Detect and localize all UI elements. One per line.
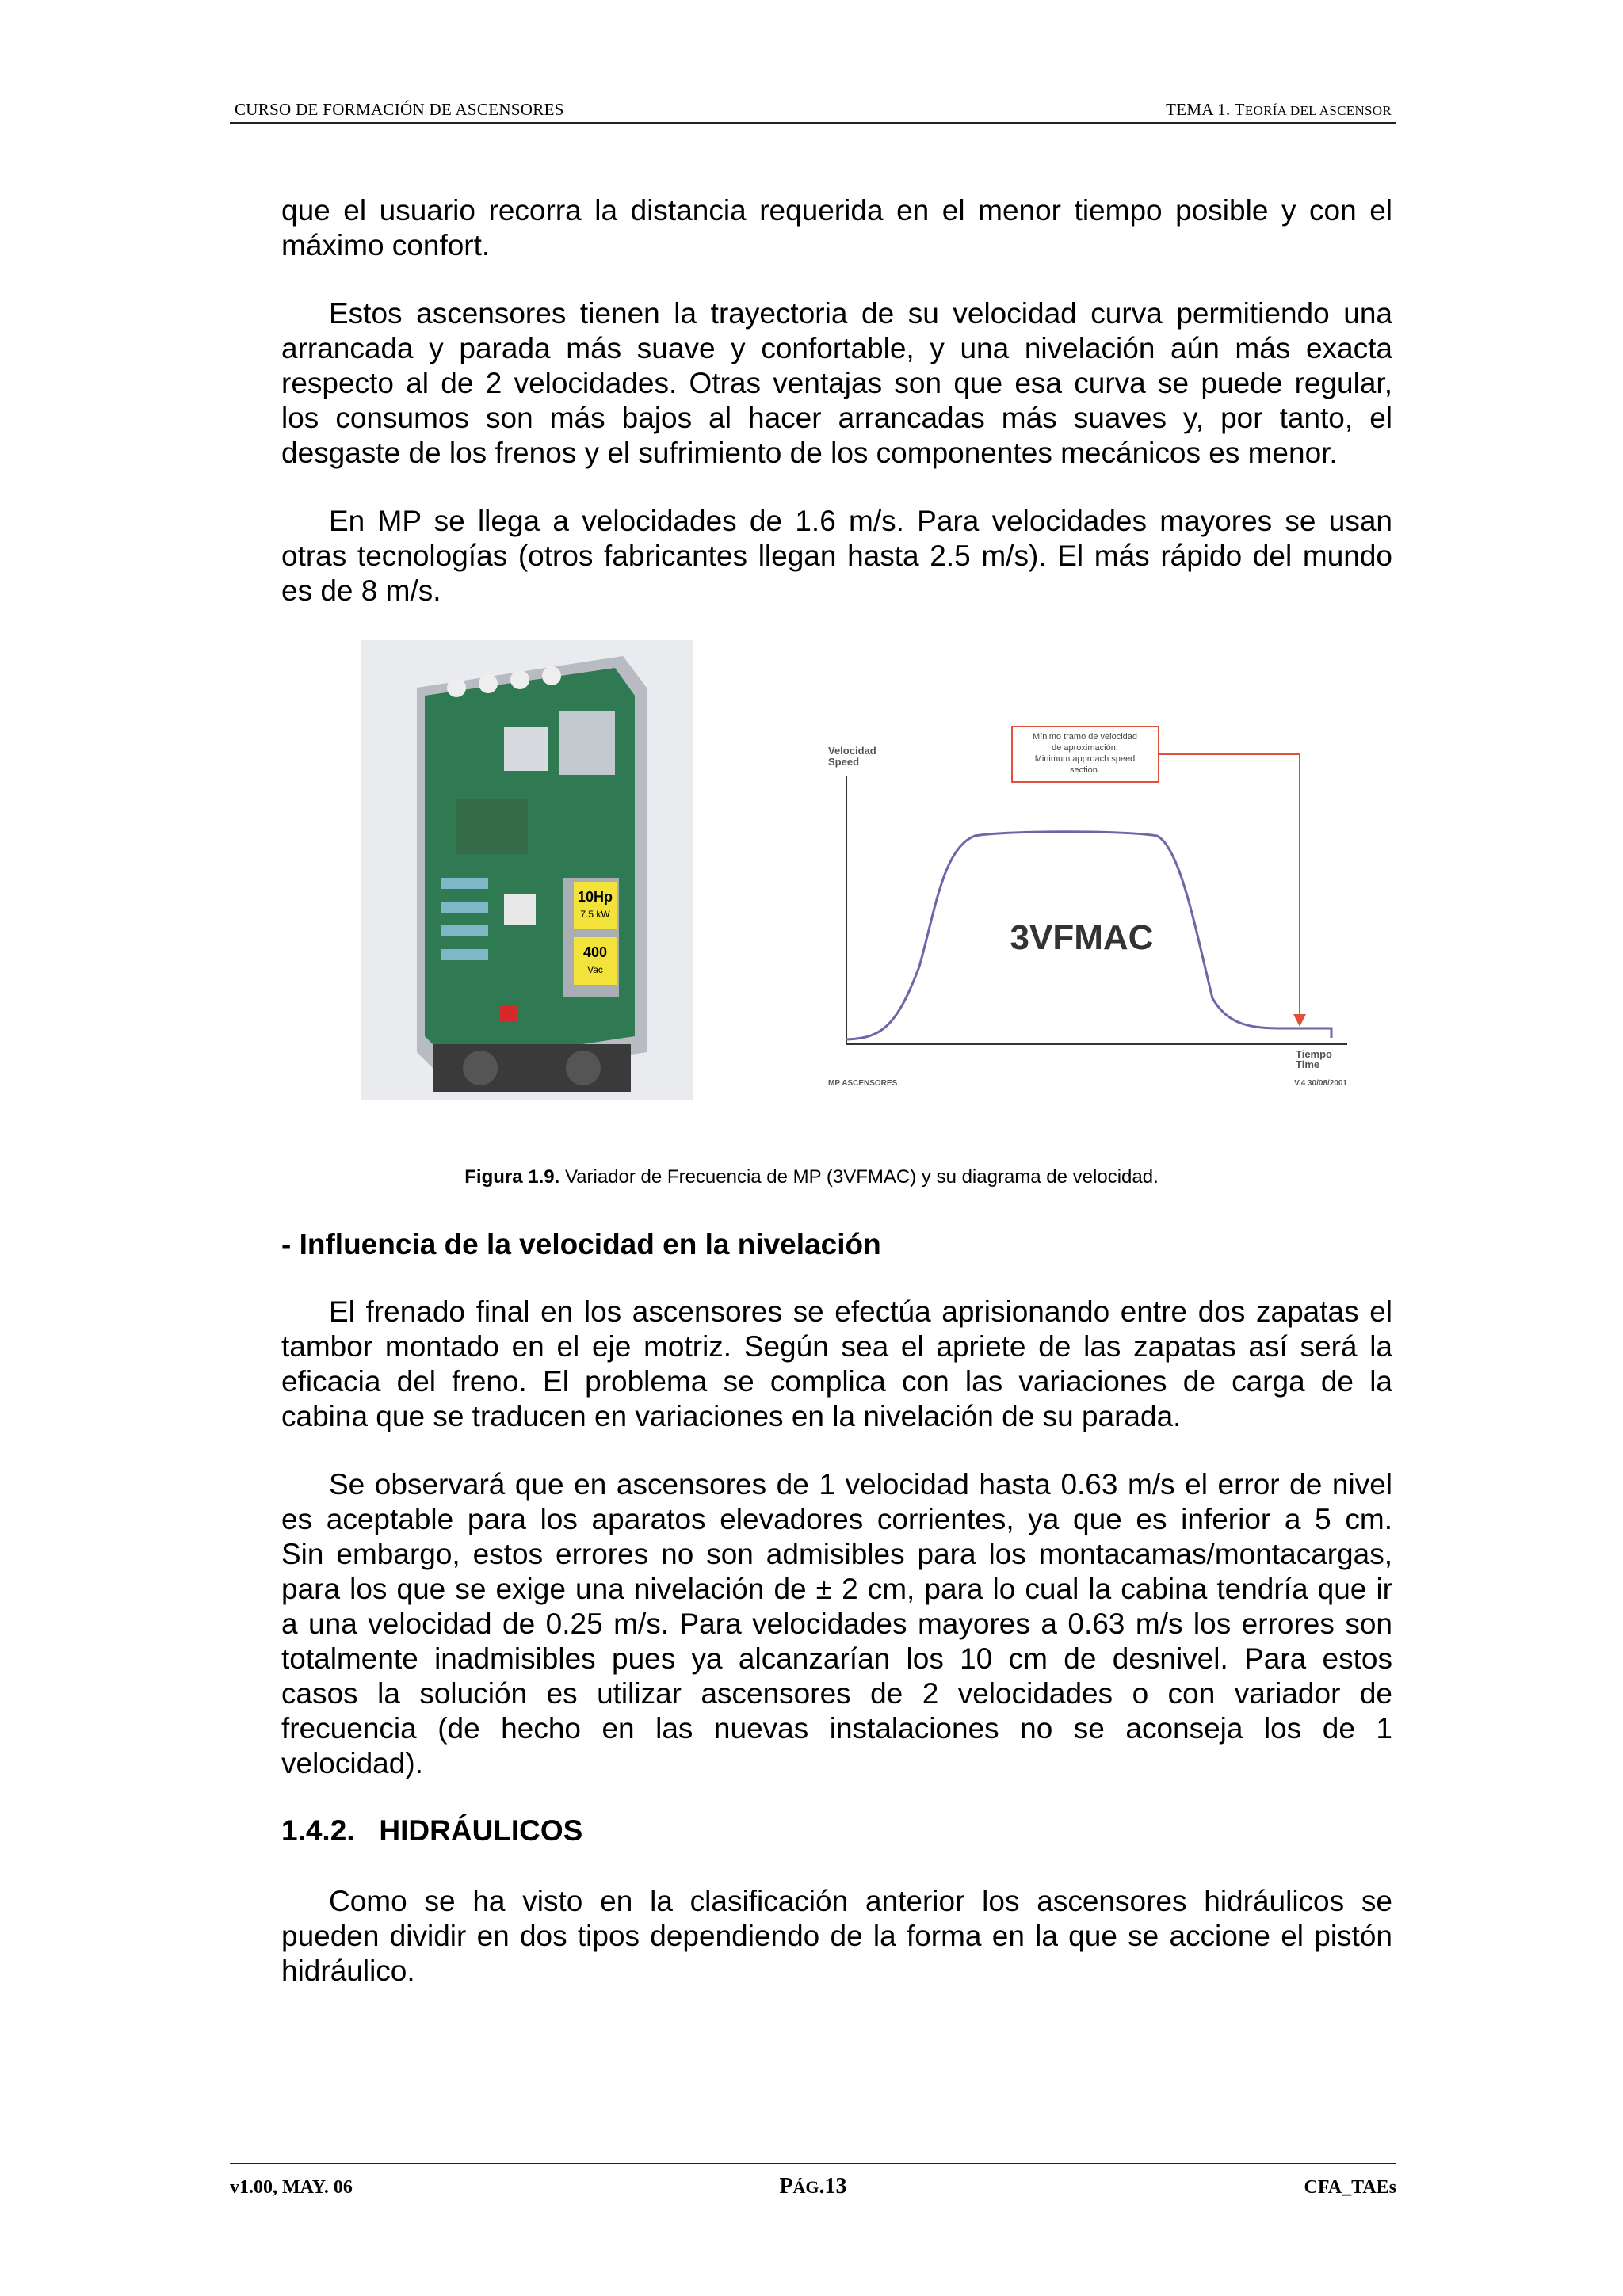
arrow-line xyxy=(1159,754,1300,1018)
header-rule xyxy=(230,122,1396,124)
text-line: Se observará que en ascensores de 1 velocidad hasta 0.63 m/s el error de nivel xyxy=(329,1468,1392,1501)
y-axis-label-en: Speed xyxy=(828,756,860,768)
frequency-drive-photo xyxy=(361,640,693,1100)
text-line: En MP se llega a velocidades de 1.6 m/s. Para velocidades mayores se usan xyxy=(329,505,1392,537)
paragraph-6 xyxy=(281,1884,1392,1989)
page-prefix: P xyxy=(779,2174,793,2199)
text-line: casos la solución es utilizar ascensores de 2 velocidades o con variador de xyxy=(281,1677,1392,1710)
text-line: máximo confort. xyxy=(281,229,491,261)
box-text-line: Mínimo tramo de velocidad xyxy=(1032,732,1138,742)
section-heading-influencia: - Influencia de la velocidad en la nivelación xyxy=(281,1228,881,1261)
caption-text: Variador de Frecuencia de MP (3VFMAC) y su diagrama de velocidad. xyxy=(559,1166,1159,1188)
page-small: ÁG xyxy=(792,2177,819,2197)
paragraph-5 xyxy=(281,1467,1392,1781)
text-line: hidráulico. xyxy=(281,1955,415,1987)
diagram-footer-left: MP ASCENSORES xyxy=(828,1079,898,1088)
text-line: Como se ha visto en la clasificación anterior los ascensores hidráulicos se xyxy=(329,1885,1392,1917)
text-line: cabina que se traducen en variaciones en la nivelación de su parada. xyxy=(281,1400,1182,1432)
footer-rule xyxy=(230,2163,1396,2164)
page-header xyxy=(230,97,1396,124)
text-line: velocidad). xyxy=(281,1747,423,1779)
text-line: es aceptable para los aparatos elevadores corrientes, ya que es inferior a 5 cm. xyxy=(281,1503,1392,1535)
diagram-center-label: 3VFMAC xyxy=(1010,918,1154,957)
caption-label: Figura 1.9. xyxy=(464,1166,560,1188)
text-line: El frenado final en los ascensores se efectúa aprisionando entre dos zapatas el xyxy=(329,1295,1392,1328)
text-line: Sin embargo, estos errores no son admisibles para los montacamas/montacargas, xyxy=(281,1538,1392,1570)
text-line: los consumos son más bajos al hacer arrancadas más suaves y, por tanto, el xyxy=(281,402,1392,434)
label-vac: Vac xyxy=(587,964,603,975)
x-axis-label-es: Tiempo xyxy=(1296,1048,1332,1060)
header-topic xyxy=(1166,100,1392,120)
header-topic-rest: EORÍA DEL ASCENSOR xyxy=(1244,103,1392,118)
box-text-line: section. xyxy=(1070,765,1100,775)
paragraph-1 xyxy=(281,193,1392,263)
text-line: desgaste de los frenos y el sufrimiento de los componentes mecánicos es menor. xyxy=(281,437,1338,469)
text-line: eficacia del freno. El problema se complica con las variaciones de carga de la xyxy=(281,1365,1392,1398)
speed-diagram xyxy=(808,713,1363,1101)
text-line: respecto al de 2 velocidades. Otras ventajas son que esa curva se puede regular, xyxy=(281,367,1392,399)
text-line: que el usuario recorra la distancia requerida en el menor tiempo posible y con el xyxy=(281,194,1392,227)
text-line: pueden dividir en dos tipos dependiendo de la forma en la que se accione el pistón xyxy=(281,1920,1392,1952)
text-line: tambor montado en el eje motriz. Según sea el apriete de las zapatas así será la xyxy=(281,1330,1392,1363)
circuit-board-illustration xyxy=(361,640,693,1100)
figure-caption xyxy=(0,1166,1623,1188)
text-line: para los que se exige una nivelación de ± 2 cm, para lo cual la cabina tendría que ir xyxy=(281,1573,1392,1605)
text-line: frecuencia (de hecho en las nuevas instalaciones no se aconseja los de 1 xyxy=(281,1712,1392,1745)
diagram-footer-right: V.4 30/08/2001 xyxy=(1294,1079,1347,1088)
label-400: 400 xyxy=(582,944,608,960)
y-axis-label-es: Velocidad xyxy=(828,745,876,757)
paragraph-2 xyxy=(281,296,1392,471)
x-axis-label-en: Time xyxy=(1296,1058,1320,1070)
text-line: es de 8 m/s. xyxy=(281,574,441,607)
speed-curve-chart xyxy=(808,713,1363,1101)
box-text-line: Minimum approach speed xyxy=(1034,754,1136,764)
header-topic-prefix: TEMA 1. T xyxy=(1166,100,1245,119)
header-course-title: CURSO DE FORMACIÓN DE ASCENSORES xyxy=(235,100,564,119)
label-10hp: 10Hp xyxy=(577,889,613,905)
text-line: Estos ascensores tienen la trayectoria de su velocidad curva permitiendo una xyxy=(329,297,1392,330)
label-kw: 7.5 kW xyxy=(580,909,610,920)
paragraph-4 xyxy=(281,1295,1392,1434)
footer-page-number xyxy=(230,2174,1396,2199)
text-line: totalmente inadmisibles pues ya alcanzarían los 10 cm de desnivel. Para estos xyxy=(281,1642,1392,1675)
section-heading-hidraulicos: 1.4.2. HIDRÁULICOS xyxy=(281,1814,583,1847)
footer-version: v1.00, MAY. 06 xyxy=(230,2177,353,2198)
box-text-line: de aproximación. xyxy=(1052,743,1118,753)
text-line: a una velocidad de 0.25 m/s. Para velocidades mayores a 0.63 m/s los errores son xyxy=(281,1608,1392,1640)
text-line: arrancada y parada más suave y confortable, y una nivelación aún más exacta xyxy=(281,332,1392,364)
text-line: otras tecnologías (otros fabricantes llegan hasta 2.5 m/s). El más rápido del mundo xyxy=(281,540,1392,572)
arrow-head xyxy=(1293,1014,1306,1027)
paragraph-3 xyxy=(281,504,1392,608)
page-num: .13 xyxy=(819,2174,847,2199)
footer-code: CFA_TAEs xyxy=(1304,2177,1396,2198)
